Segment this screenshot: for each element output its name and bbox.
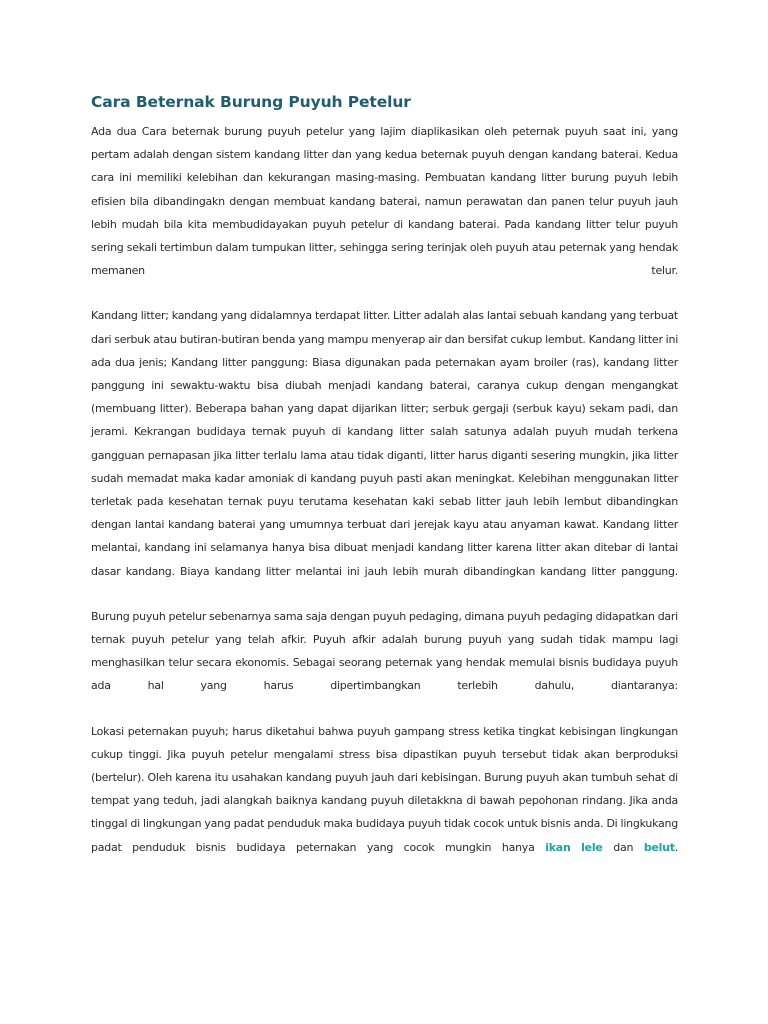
final-prefix-text: hanya (501, 840, 535, 854)
link-lele[interactable]: lele (581, 840, 603, 854)
final-connector-text: dan (613, 840, 634, 854)
paragraph-intro: Ada dua Cara beternak burung puyuh petelur yang lajim diaplikasikan oleh peternak puyuh saat ini, yang pertam adalah dengan sistem kandang litter dan yang kedua beternak puyuh dengan kandang baterai. Kedua cara ini memiliki kelebihan dan kekurangan masing-masing. Pembuatan kandang litter burung puyuh lebih efisien bila dibandingakn dengan membuat kandang baterai, namun perawatan dan panen telur puyuh jauh lebih mudah bila kita membudidayakan puyuh petelur di kandang baterai. Pada kandang litter telur puyuh sering sekali tertimbun dalam tumpukan litter, sehingga sering terinjak oleh puyuh atau peternak yang hendak memanen telur. (91, 125, 678, 278)
document-page (91, 88, 678, 859)
link-ikan[interactable]: ikan (545, 840, 571, 854)
paragraph-kandang-litter: Kandang litter; kandang yang didalamnya terdapat litter. Litter adalah alas lantai sebuah kandang yang terbuat dari serbuk atau butiran-butiran benda yang mampu menyerap air dan bersifat cukup lembut. Kandang litter ini ada dua jenis; Kandang litter panggung: Biasa digunakan pada peternakan ayam broiler (ras), kandang litter panggung ini sewaktu-waktu bisa diubah menjadi kandang baterai, caranya cukup dengan mengangkat (membuang litter). Beberapa bahan yang dapat dijarikan litter; serbuk gergaji (serbuk kayu) sekam padi, dan jerami. Kekrangan budidaya ternak puyuh di kandang litter salah satunya adalah puyuh mudah terkena gangguan pernapasan jika litter terlalu lama atau tidak diganti, litter harus diganti sesering mungkin, jika litter sudah memadat maka kadar amoniak di kandang puyuh pasti akan meningkat. Kelebihan menggunakan litter terletak pada kesehatan ternak puyu terutama kesehatan kaki sebab litter jauh lebih lembut dibandingkan dengan lantai kandang baterai yang umumnya terbuat dari jerejak kayu atau anyaman kawat. Kandang litter melantai, kandang ini selamanya hanya bisa dibuat menjadi kandang litter karena litter akan ditebar di lantai dasar kandang. Biaya kandang litter melantai ini jauh lebih murah dibandingkan kandang litter panggung. (91, 309, 678, 578)
paragraph-lokasi (91, 720, 678, 859)
paragraph-lokasi-text: Lokasi peternakan puyuh; harus diketahui bahwa puyuh gampang stress ketika tingkat kebisingan lingkungan cukup tinggi. Jika puyuh petelur mengalami stress bisa dipastikan puyuh tersebut tidak akan berproduksi (bertelur). Oleh karena itu usahakan kandang puyuh jauh dari kebisingan. Burung puyuh akan tumbuh sehat di tempat yang teduh, jadi alangkah baiknya kandang puyuh diletakkna di bawah pepohonan rindang. Jika anda tinggal di lingkungan yang padat penduduk maka budidaya puyuh tidak cocok untuk bisnis anda. Di lingkukang padat penduduk bisnis budidaya peternakan yang cocok mungkin (91, 724, 678, 854)
page-title: Cara Beternak Burung Puyuh Petelur (91, 93, 411, 111)
final-suffix-text: . (674, 840, 679, 854)
paragraph-puyuh-pedaging: Burung puyuh petelur sebenarnya sama saja dengan puyuh pedaging, dimana puyuh pedaging didapatkan dari ternak puyuh petelur yang telah afkir. Puyuh afkir adalah burung puyuh yang sudah tidak mampu lagi menghasilkan telur secara ekonomis. Sebagai seorang peternak yang hendak memulai bisnis budidaya puyuh ada hal yang harus dipertimbangkan terlebih dahulu, diantaranya: (91, 609, 678, 693)
link-belut[interactable]: belut (643, 840, 675, 854)
